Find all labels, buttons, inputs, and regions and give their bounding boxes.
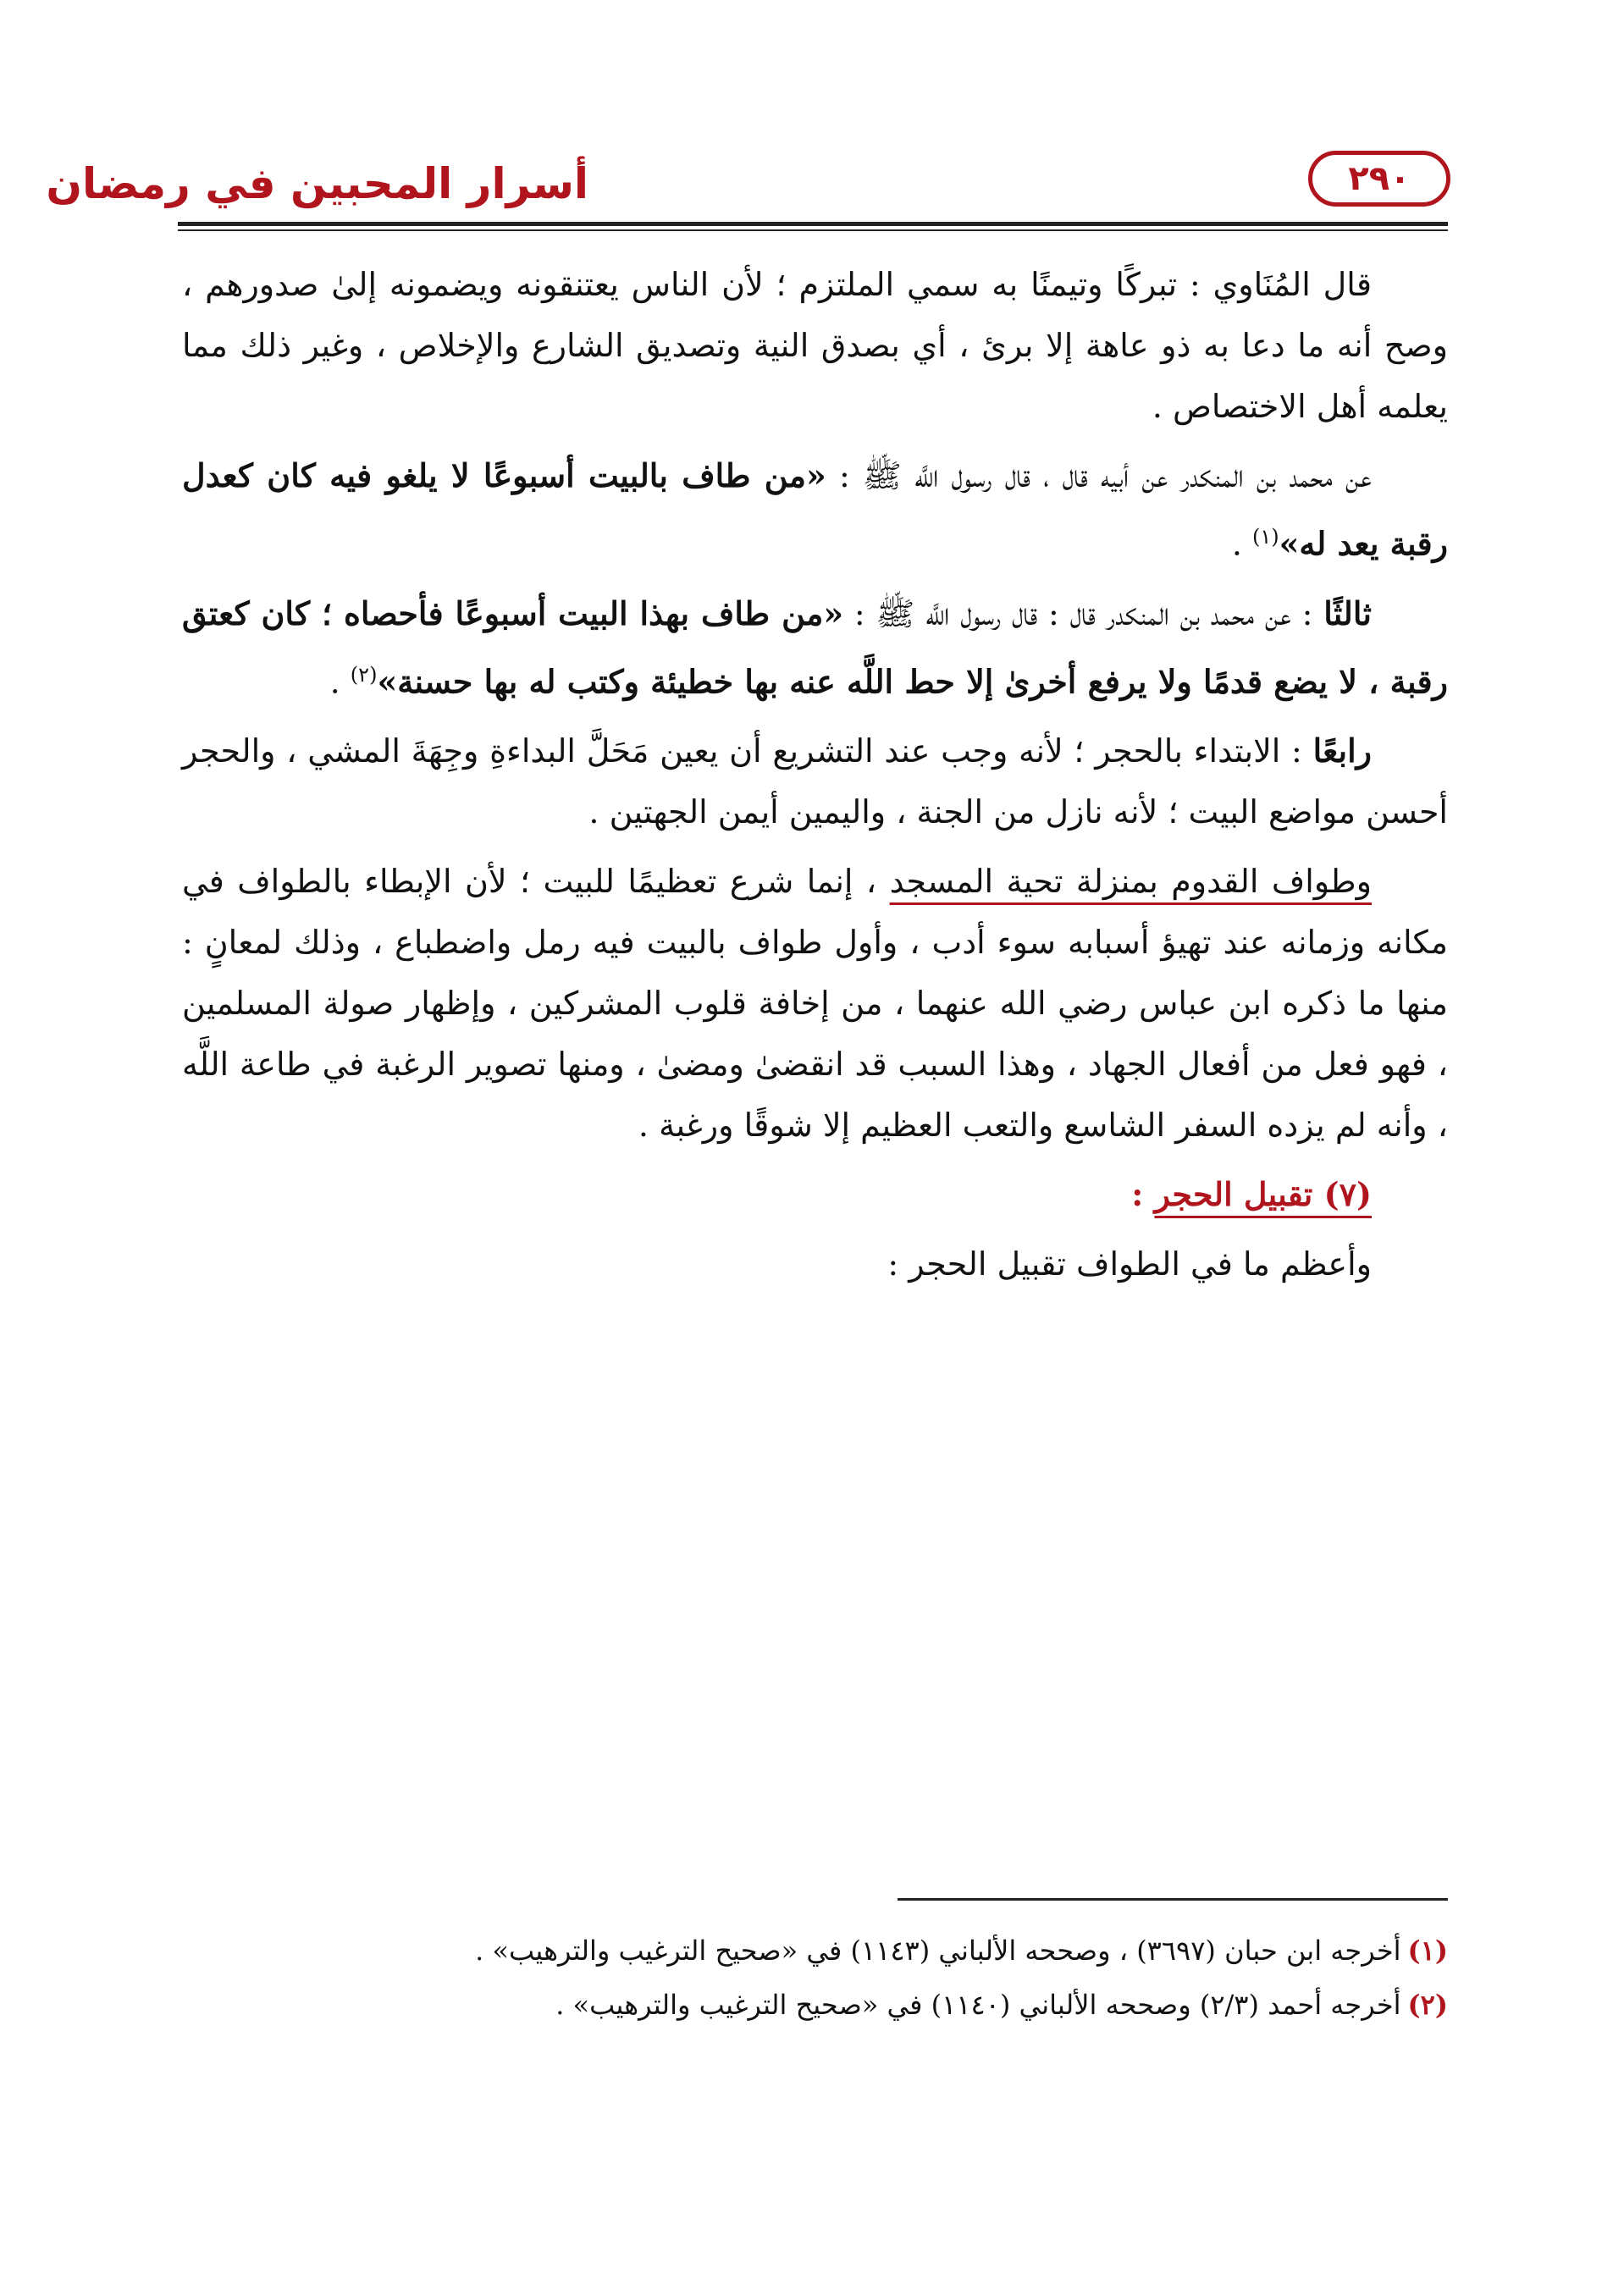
footnote-separator [898,1898,1448,1901]
footnote-number: (١) [1407,1934,1448,1967]
main-text [182,254,1448,1303]
section-heading-text: (٧) تقبيل الحجر [1154,1175,1372,1214]
footnote-text: أخرجه أحمد (٢/٣) وصححه الألباني (١١٤٠) في «صحيح الترغيب والترهيب» . [555,1989,1401,2021]
paragraph-body: ، إنما شرع تعظيمًا للبيت ؛ لأن الإبطاء بالطواف في مكانه وزمانه عند تهيؤ أسبابه سوء أدب ، وأول طواف بالبيت فيه رمل واضطباع ، وذلك لمعانٍ : منها ما ذكره ابن عباس رضي الله عنهما ، من إخافة قلوب المشركين ، وإظهار صولة المسلمين ، فهو فعل من أفعال الجهاد ، وهذا السبب قد انقضىٰ ومضىٰ ، ومنها تصوير الرغبة في طاعة اللَّه ، وأنه لم يزده السفر الشاسع والتعب العظيم إلا شوقًا ورغبة . [182,863,1448,1145]
header-rule-thin [178,229,1448,231]
footnote-ref: (١) [1251,525,1279,549]
paragraph-body: : الابتداء بالحجر ؛ لأنه وجب عند التشريع أن يعين مَحَلَّ البداءةِ وجِهَةَ المشي ، والحجر أحسن مواضع البيت ؛ لأنه نازل من الجنة ، واليمين أيمن الجهتين . [182,732,1448,831]
footnotes [182,1926,1448,2034]
paragraph-hadith-1 [182,445,1448,575]
hadith-text: «من طاف بهذا البيت أسبوعًا فأحصاه ؛ كان كعتق رقبة ، لا يضع قدمًا ولا يرفع أخرىٰ إلا حط اللَّه عنه بها خطيئة وكتب له بها حسنة» [182,593,1448,701]
section-heading-colon: : [1131,1175,1155,1214]
hadith-intro: : عن محمد بن المنكدر قال : قال رسول اللَّه ﷺ : [843,594,1324,632]
page-number-badge: ٢٩٠ [1308,151,1450,207]
point-label: رابعًا [1312,731,1372,770]
paragraph-thirdly [182,583,1448,713]
point-label: ثالثًا [1323,593,1372,632]
header-rule [178,222,1448,226]
paragraph-fourthly [182,720,1448,842]
footnote-text: أخرجه ابن حبان (٣٦٩٧) ، وصححه الألباني (١١٤٣) في «صحيح الترغيب والترهيب» . [475,1934,1401,1967]
paragraph-kissing-stone: وأعظم ما في الطواف تقبيل الحجر : [887,1245,1372,1283]
paragraph-munawi: قال المُنَاوي : تبركًا وتيمنًا به سمي الملتزم ؛ لأن الناس يعتنقونه ويضمونه إلىٰ صدورهم ، وصح أنه ما دعا به ذو عاهة إلا برئ ، أي بصدق النية وتصديق الشارع والإخلاص ، وغير ذلك مما يعلمه أهل الاختصاص . [182,266,1448,425]
hadith-intro: عن محمد بن المنكدر عن أبيه قال ، قال رسول اللَّه ﷺ : [826,457,1372,494]
footnote-item [182,1980,1448,2029]
footnote-ref: (٢) [350,662,378,687]
running-title: أسرار المحبين في رمضان [46,159,588,208]
footnote-number: (٢) [1407,1989,1448,2021]
sentence-end: . [1231,525,1252,563]
sentence-end: . [329,663,351,701]
section-heading [182,1164,1448,1225]
hadith-text: «من طاف بالبيت أسبوعًا لا يلغو فيه كان كعدل رقبة يعد له» [182,456,1448,563]
footnote-item [182,1926,1448,1975]
underlined-phrase: وطواف القدوم بمنزلة تحية المسجد [889,863,1373,901]
paragraph-tawaf-qudum [182,851,1448,1156]
